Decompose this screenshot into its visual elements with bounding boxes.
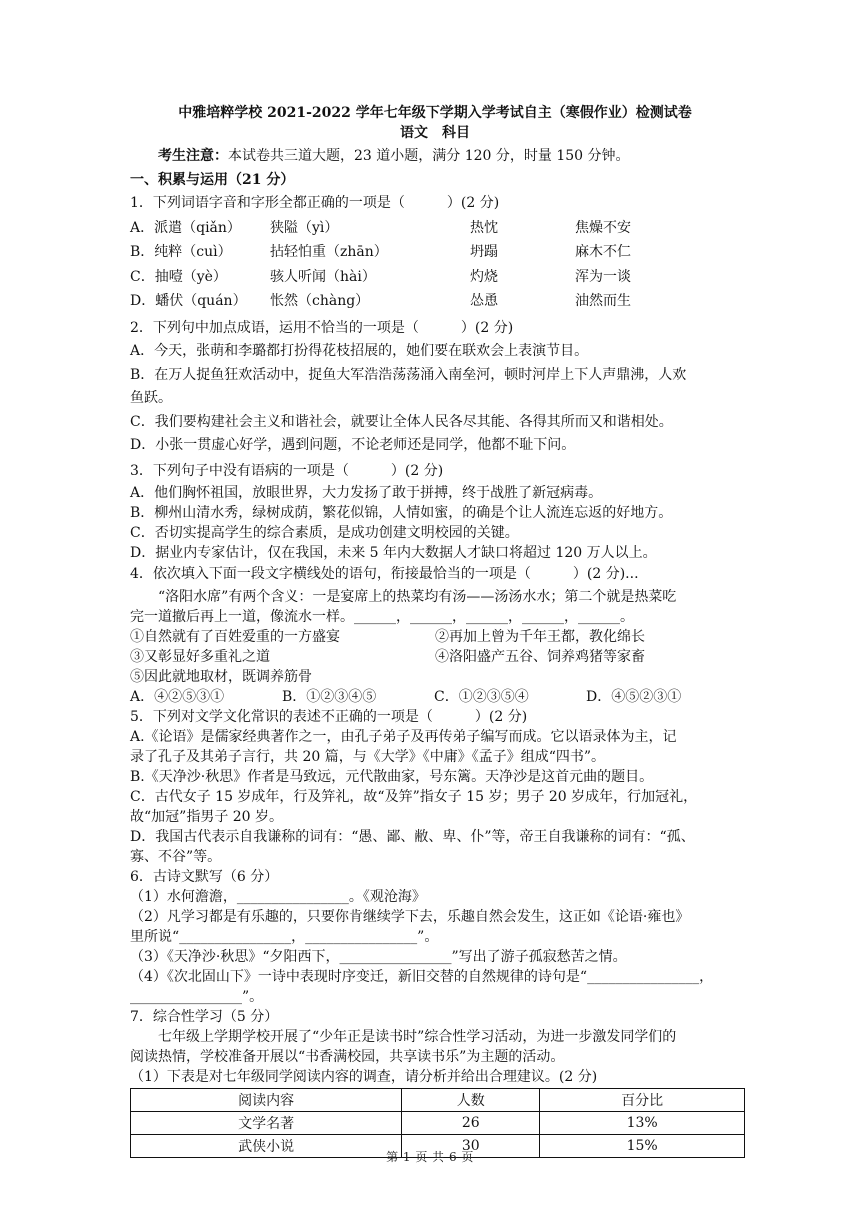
q5-option-b: B.《天净沙·秋思》作者是马致远，元代散曲家，号东篱。天净沙是这首元曲的题目。 xyxy=(130,768,654,785)
table-row xyxy=(131,1111,745,1134)
q1-c-3: 灼烧 xyxy=(470,268,498,285)
exam-title: 中雅培粹学校 2021-2022 学年七年级下学期入学考试自主（寒假作业）检测试卷 xyxy=(178,105,692,121)
q1-a-1: A．派遣（qiǎn） xyxy=(130,219,241,236)
q1-a-3: 热忱 xyxy=(470,219,498,236)
q2-option-a: A．今天，张萌和李璐都打扮得花枝招展的，她们要在联欢会上表演节目。 xyxy=(130,343,589,359)
q4-choice-5: ⑤因此就地取材，既调养筋骨 xyxy=(130,668,312,685)
question-6-stem: 6．古诗文默写（6 分） xyxy=(130,868,279,885)
q4-passage-line1: “洛阳水席”有两个含义：一是宴席上的热菜均有汤——汤汤水水；第二个就是热菜吃 xyxy=(158,588,677,605)
exam-notice xyxy=(130,145,740,169)
section-title-1: 一、积累与运用（21 分） xyxy=(130,171,295,188)
q6-item-2-line2: 里所说“________________，________________”。 xyxy=(130,928,439,945)
q4-choice-2: ②再加上曾为千年王都，教化绵长 xyxy=(435,628,645,645)
table-cell: 26 xyxy=(402,1111,540,1134)
q4-option-d: D．④⑤②③① xyxy=(586,688,682,705)
table-cell: 13% xyxy=(540,1111,745,1134)
q3-option-d: D．据业内专家估计，仅在我国，未来 5 年内大数据人才缺口将超过 120 万人以上。 xyxy=(130,545,657,561)
q6-item-3: （3）《天净沙·秋思》“夕阳西下，________________”写出了游子孤寂愁苦之情。 xyxy=(130,948,627,965)
q4-option-c: C．①②③⑤④ xyxy=(434,688,529,705)
q4-option-b: B．①②③④⑤ xyxy=(282,688,377,705)
q2-option-c: C．我们要构建社会主义和谐社会，就要让全体人民各尽其能、各得其所而又和谐相处。 xyxy=(130,413,673,430)
page-footer: 第 1 页 共 6 页 xyxy=(386,1150,474,1164)
page-content xyxy=(130,103,740,1158)
question-1-options xyxy=(130,216,740,314)
table-header-row xyxy=(131,1088,745,1111)
q4-choice-1: ①自然就有了百姓爱重的一方盛宴 xyxy=(130,628,340,645)
q1-b-3: 坍蹋 xyxy=(470,244,498,260)
q4-choices xyxy=(130,627,740,687)
q1-c-2: 骇人听闻（hài） xyxy=(270,268,376,285)
q2-option-b-line1: B．在万人捉鱼狂欢活动中，捉鱼大军浩浩荡荡涌入南垒河，顿时河岸上下人声鼎沸，人欢 xyxy=(130,366,687,383)
question-2-stem: 2．下列句中加点成语，运用不恰当的一项是（ ）(2 分) xyxy=(130,319,514,336)
q1-d-3: 怂恿 xyxy=(470,293,498,309)
table-header-cell: 人数 xyxy=(402,1088,540,1111)
question-1-stem: 1．下列词语字音和字形全都正确的一项是（ ）(2 分) xyxy=(130,195,500,211)
q7-passage-line1: 七年级上学期学校开展了“少年正是读书时”综合性学习活动，为进一步激发同学们的 xyxy=(158,1028,677,1045)
table-cell: 武侠小说 xyxy=(131,1134,402,1157)
q2-option-b-line2: 鱼跃。 xyxy=(130,390,172,406)
q1-d-2: 怅然（chàng） xyxy=(270,293,370,309)
q3-option-c: C．否切实提高学生的综合素质，是成功创建文明校园的关键。 xyxy=(130,525,519,541)
q7-passage-line2: 阅读热情，学校准备开展以“书香满校园，共享读书乐”为主题的活动。 xyxy=(130,1048,565,1065)
notice-label: 考生注意： xyxy=(158,148,228,164)
q7-sub-question-1: （1）下表是对七年级同学阅读内容的调查，请分析并给出合理建议。(2 分) xyxy=(130,1068,598,1085)
q6-item-2-line1: （2）凡学习都是有乐趣的，只要你肯继续学下去，乐趣自然会发生，这正如《论语·雍也》 xyxy=(130,908,690,925)
q5-option-a-line2: 录了孔子及其弟子言行，共 20 篇，与《大学》《中庸》《孟子》组成“四书”。 xyxy=(130,748,606,765)
question-3-stem: 3．下列句子中没有语病的一项是（ ）(2 分) xyxy=(130,462,444,479)
q1-a-2: 狭隘（yì） xyxy=(270,219,339,236)
q4-passage-line2: 完一道撤后再上一道，像流水一样。______，______，______，______，______。 xyxy=(130,608,634,625)
q6-item-4-line2: ________________”。 xyxy=(130,988,264,1005)
q1-b-1: B．纯粹（cuì） xyxy=(130,244,232,260)
q1-a-4: 焦燥不安 xyxy=(575,219,631,236)
q1-c-1: C．抽噎（yè） xyxy=(130,268,227,285)
q1-c-4: 浑为一谈 xyxy=(575,268,631,285)
table-header-cell: 阅读内容 xyxy=(131,1088,402,1111)
question-7-stem: 7．综合性学习（5 分） xyxy=(130,1008,279,1025)
question-4-stem: 4．依次填入下面一段文字横线处的语句，衔接最恰当的一项是（ ）(2 分)... xyxy=(130,566,639,582)
q6-item-1: （1）水何澹澹，________________。《观沧海》 xyxy=(130,888,426,905)
exam-subject: 语文 科目 xyxy=(400,125,470,141)
question-5-stem: 5．下列对文学文化常识的表述不正确的一项是（ ）(2 分) xyxy=(130,708,528,725)
q5-option-c-line1: C．古代女子 15 岁成年，行及笄礼，故“及笄”指女子 15 岁；男子 20 岁成年，行加冠礼， xyxy=(130,788,698,805)
q4-option-a: A．④②⑤③① xyxy=(130,688,225,705)
q1-d-1: D．蟠伏（quán） xyxy=(130,293,247,309)
q5-option-c-line2: 故“加冠”指男子 20 岁。 xyxy=(130,808,284,825)
q5-option-d-line1: D．我国古代表示自我谦称的词有：“愚、鄙、敝、卑、仆”等，帝王自我谦称的词有：“孤、 xyxy=(130,828,695,845)
q1-b-4: 麻木不仁 xyxy=(575,244,631,260)
q3-option-b: B．柳州山清水秀，绿树成荫，繁花似锦，人情如蜜，的确是个让人流连忘返的好地方。 xyxy=(130,505,673,521)
q5-option-d-line2: 寡、不谷”等。 xyxy=(130,848,222,865)
table-cell: 文学名著 xyxy=(131,1111,402,1134)
q1-b-2: 拈轻怕重（zhān） xyxy=(270,244,388,260)
q4-choice-3: ③又彰显好多重礼之道 xyxy=(130,648,270,665)
reading-survey-table xyxy=(130,1088,745,1158)
table-cell: 30 xyxy=(402,1134,540,1157)
q4-options xyxy=(130,687,740,707)
table-cell: 15% xyxy=(540,1134,745,1157)
q3-option-a: A．他们胸怀祖国，放眼世界，大力发扬了敢于拼搏，终于战胜了新冠病毒。 xyxy=(130,485,603,501)
table-header-cell: 百分比 xyxy=(540,1088,745,1111)
notice-text: 本试卷共三道大题，23 道小题，满分 120 分，时量 150 分钟。 xyxy=(228,148,630,164)
q6-item-4-line1: （4）《次北固山下》一诗中表现时序变迁，新旧交替的自然规律的诗句是“________________， xyxy=(130,968,714,985)
q5-option-a-line1: A.《论语》是儒家经典著作之一，由孔子弟子及再传弟子编写而成。它以语录体为主，记 xyxy=(130,728,677,745)
q4-choice-4: ④洛阳盛产五谷、饲养鸡猪等家畜 xyxy=(435,648,645,665)
q2-option-d: D．小张一贯虚心好学，遇到问题，不论老师还是同学，他都不耻下问。 xyxy=(130,437,576,453)
q1-d-4: 油然而生 xyxy=(575,293,631,309)
